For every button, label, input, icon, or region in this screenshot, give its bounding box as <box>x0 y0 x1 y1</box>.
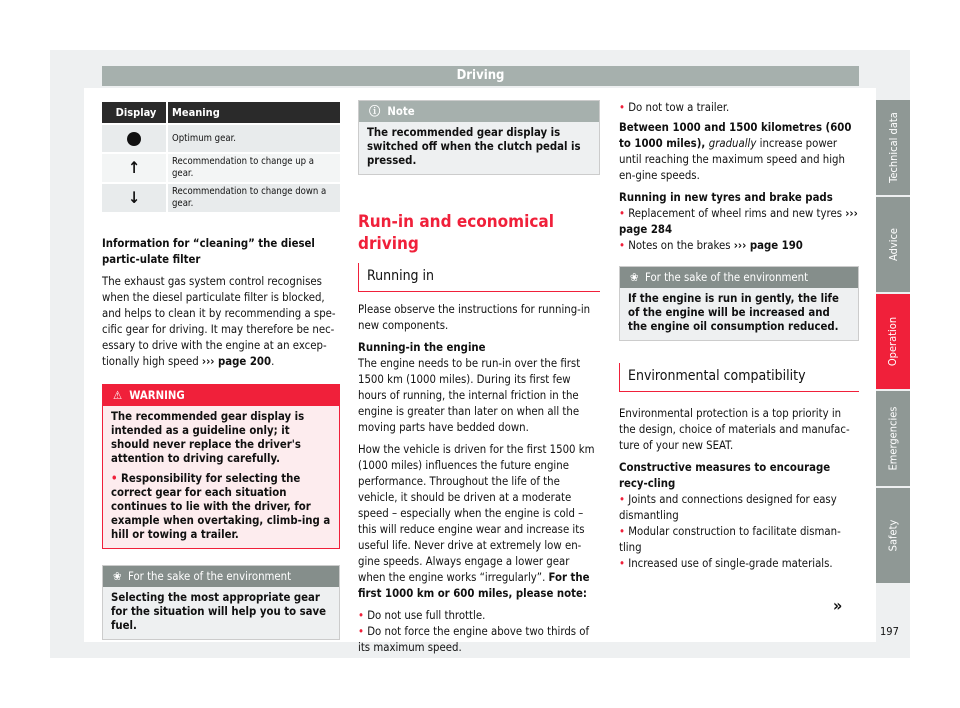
paragraph: Please observe the instructions for running-in new components. <box>358 303 591 332</box>
column-middle <box>358 100 600 662</box>
gear-display-table <box>100 100 342 214</box>
paragraph: Environmental protection is a top priority in the design, choice of materials and manufac-ture of your new SEAT. <box>619 407 850 452</box>
bullet-item: • Do not use full throttle. <box>358 608 600 624</box>
environment-title: For the sake of the environment <box>128 570 292 583</box>
tab-operation[interactable] <box>876 294 910 389</box>
tab-label: Technical data <box>886 112 900 183</box>
bullet-text: Notes on the brakes <box>628 239 734 252</box>
chapter-tabs <box>876 100 910 585</box>
warning-text: The recommended gear display is intended as a guideline only; it should never replace the driver's attention to driving carefully. <box>111 410 305 465</box>
environment-title: For the sake of the environment <box>645 271 809 284</box>
warning-header <box>103 385 339 406</box>
arrow-up-icon: ↑ <box>102 154 166 182</box>
paragraph-text: The exhaust gas system control recognises when the diesel particulate filter is blocked, and helps to clean it by recommending a spe-cific gear for driving. It may therefore be nec-essary to drive with the engine at an excep-tionally high speed <box>102 275 336 368</box>
subheading: Information for “cleaning” the diesel partic-ulate filter <box>102 237 315 266</box>
tab-label: Advice <box>886 228 900 261</box>
warning-triangle-icon: ⚠ <box>113 389 123 402</box>
continue-marker: » <box>833 596 843 615</box>
bullet-item: • Modular construction to facilitate disman-tling <box>619 524 859 556</box>
environment-box <box>619 266 859 341</box>
paragraph: The exhaust gas system control recognises when the diesel particulate filter is blocked, and helps to clean it by recommending a spe-cific gear for driving. It may therefore be nec-essary to drive with the engine at an excep-tionally high speed ››› page 200. <box>102 275 336 368</box>
filled-circle-icon <box>127 132 141 146</box>
subheading: Running-in the engine <box>358 341 486 354</box>
environment-box <box>102 565 340 640</box>
subheading: Constructive measures to encourage recy-cling <box>619 461 831 490</box>
environment-text: Selecting the most appropriate gear for the situation will help you to save fuel. <box>103 587 339 639</box>
tab-safety[interactable] <box>876 488 910 583</box>
bullet-text: Replacement of wheel rims and new tyres <box>628 207 846 220</box>
subheading: Running in new tyres and brake pads <box>619 191 833 204</box>
column-left <box>102 100 340 640</box>
warning-box <box>102 384 340 549</box>
section-header: Driving <box>102 66 859 86</box>
flower-icon: ❀ <box>113 570 122 583</box>
bullet-item <box>619 206 859 238</box>
paragraph: The engine needs to be run-in over the first 1500 km (1000 miles). During its first few hours of running, the internal friction in the engine is greater than later on when all the moving parts have bedded down. <box>358 357 581 434</box>
tab-label: Operation <box>886 316 900 367</box>
warning-bullet: • Responsibility for selecting the correct gear for each situation continues to lie with the driver, for example when overtaking, climb-ing a hill or towing a trailer. <box>111 472 331 542</box>
table-cell: Recommendation to change up a gear. <box>168 154 340 182</box>
subsection-title: Environmental compatibility <box>619 363 859 392</box>
page-link[interactable]: ››› page 190 <box>733 239 803 252</box>
note-title: Note <box>387 105 415 118</box>
table-row <box>102 184 340 212</box>
paragraph-text: increase power until reaching the maximum speed and high en-gine speeds. <box>619 137 845 182</box>
table-row <box>102 125 340 152</box>
subsection-title: Running in <box>358 263 600 292</box>
paragraph-bold: For the first 1000 km or 600 miles, please note: <box>358 571 590 600</box>
tab-emergencies[interactable] <box>876 391 910 486</box>
paragraph <box>358 442 600 602</box>
section-title: Run-in and economical driving <box>358 212 554 254</box>
page-link[interactable]: ››› page 284 <box>619 207 858 236</box>
warning-title: WARNING <box>129 389 185 402</box>
tab-advice[interactable] <box>876 197 910 292</box>
paragraph-bold: Between 1000 and 1500 kilometres (600 to 1000 miles), <box>619 121 852 150</box>
table-cell: Optimum gear. <box>168 125 340 152</box>
column-right <box>619 100 859 572</box>
page-number: 197 <box>880 625 899 638</box>
table-row <box>102 154 340 182</box>
table-header-display: Display <box>102 102 166 123</box>
note-box <box>358 100 600 175</box>
paragraph-emphasis: gradually <box>708 137 757 150</box>
tab-technical-data[interactable] <box>876 100 910 195</box>
arrow-down-icon: ↓ <box>102 184 166 212</box>
environment-text: If the engine is run in gently, the life of the engine will be increased and the engine oil consumption reduced. <box>620 288 858 340</box>
table-cell: Recommendation to change down a gear. <box>168 184 340 212</box>
bullet-item: • Do not tow a trailer. <box>619 100 859 116</box>
table-header-meaning: Meaning <box>168 102 340 123</box>
bullet-item: • Joints and connections designed for easy dismantling <box>619 492 859 524</box>
flower-icon: ❀ <box>630 271 639 284</box>
page-link[interactable]: ››› page 200 <box>201 355 272 368</box>
tab-label: Emergencies <box>886 406 900 471</box>
info-icon: ⓘ <box>369 105 381 118</box>
tab-label: Safety <box>886 519 900 552</box>
bullet-item <box>619 238 859 254</box>
paragraph <box>619 120 859 184</box>
bullet-item: • Increased use of single-grade materials. <box>619 556 859 572</box>
bullet-item: • Do not force the engine above two thirds of its maximum speed. <box>358 624 600 656</box>
paragraph-text: How the vehicle is driven for the first 1500 km (1000 miles) influences the future engine performance. Throughout the life of the vehicle, it should be driven at a moderate speed – especially when the engine is cold – this will reduce engine wear and increase its useful life. Never drive at extremely low en-gine speeds. Always engage a lower gear when the engine works “irregularly”. <box>358 443 595 584</box>
note-text: The recommended gear display is switched off when the clutch pedal is pressed. <box>359 122 599 174</box>
